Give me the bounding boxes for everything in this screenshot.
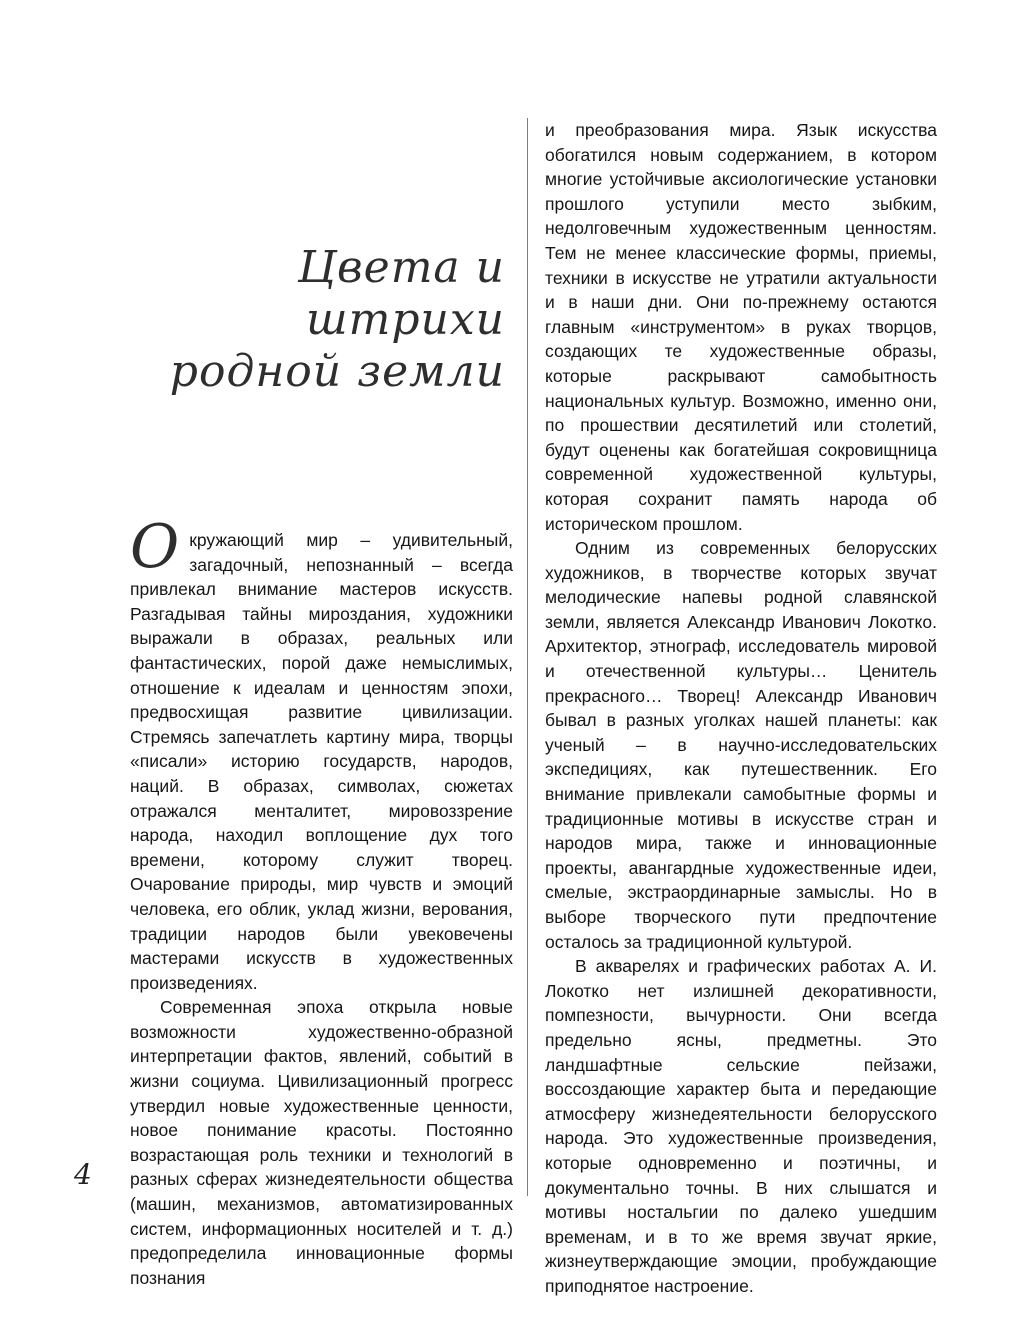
page-number: 4	[74, 1158, 92, 1191]
paragraph: В акварелях и графических работах А. И. Локотко нет излишней декоративности, помпезности, вычурности. Они всегда предельно ясны, предметны. Это ландшафтные сельские пейзажи, воссоздающие характер быта и передающие атмосферу жизнедеятельности белорусского народа. Это художественные произведения, которые одновременно и поэтичны, и документально точны. В них слышатся и мотивы ностальгии по далеко ушедшим временам, и в то же время звучат яркие, жизнеутверждающие эмоции, пробуждающие приподнятое настроение.	[545, 956, 937, 1296]
left-column	[130, 512, 513, 1290]
column-divider	[527, 118, 528, 1196]
chapter-title-line1: Цвета и штрихи	[297, 242, 505, 345]
paragraph: и преобразования мира. Язык искусства обогатился новым содержанием, в котором многие устойчивые аксиологические установки прошлого уступили место зыбким, недолговечным художественным ценностям. Тем не менее классические формы, приемы, техники в искусстве не утратили актуальности и в наши дни. Они по-прежнему остаются главным «инструментом» в руках творцов, создающих те художественные образы, которые раскрывают самобытность национальных культур. Возможно, именно они, по прошествии десятилетий или столетий, будут оценены как богатейшая сокровищница современной художественной культуры, которая сохранит память народа об историческом прошлом.	[545, 120, 937, 534]
paragraph	[130, 512, 513, 995]
paragraph: Одним из современных белорусских художников, в творчестве которых звучат мелодические напевы родной славянской земли, является Александр Иванович Локотко. Архитектор, этнограф, исследователь мировой и отечественной культуры… Ценитель прекрасного… Творец! Александр Иванович бывал в разных уголках нашей планеты: как ученый – в научно-исследовательских экспедициях, как путешественник. Его внимание привлекали самобытные формы и традиционные мотивы в искусстве стран и народов мира, также и инновационные проекты, авангардные художественные идеи, смелые, экстраординарные замыслы. Но в выборе творческого пути предпочтение осталось за традиционной культурой.	[545, 538, 937, 952]
paragraph-text: кружающий мир – удивительный, загадочный, непознанный – всегда привлекал внимание мастеров искусств. Разгадывая тайны мироздания, художники выражали в образах, реальных или фантастических, порой даже немыслимых, отношение к идеалам и ценностям эпохи, предвосхищая развитие цивилизации. Стремясь запечатлеть картину мира, творцы «писали» историю государств, народов, наций. В образах, символах, сюжетах отражался менталитет, мировоззрение народа, находил воплощение дух того времени, которому служит творец. Очарование природы, мир чувств и эмоций человека, его облик, уклад жизни, верования, традиции народов были увековечены мастерами искусств в художественных произведениях.	[130, 530, 513, 993]
dropcap-letter: О	[130, 512, 180, 582]
paragraph: Современная эпоха открыла новые возможности художественно-образной интерпретации фактов, явлений, событий в жизни социума. Цивилизационный прогресс утвердил новые художественные ценности, новое понимание красоты. Постоянно возрастающая роль техники и технологий в разных сферах жизнедеятельности общества (машин, механизмов, автоматизированных систем, информационных носителей и т. д.) предопределила инновационные формы познания	[130, 997, 513, 1288]
right-column	[545, 118, 937, 1299]
chapter-title-line2: родной земли	[169, 345, 505, 397]
chapter-title	[160, 242, 505, 398]
